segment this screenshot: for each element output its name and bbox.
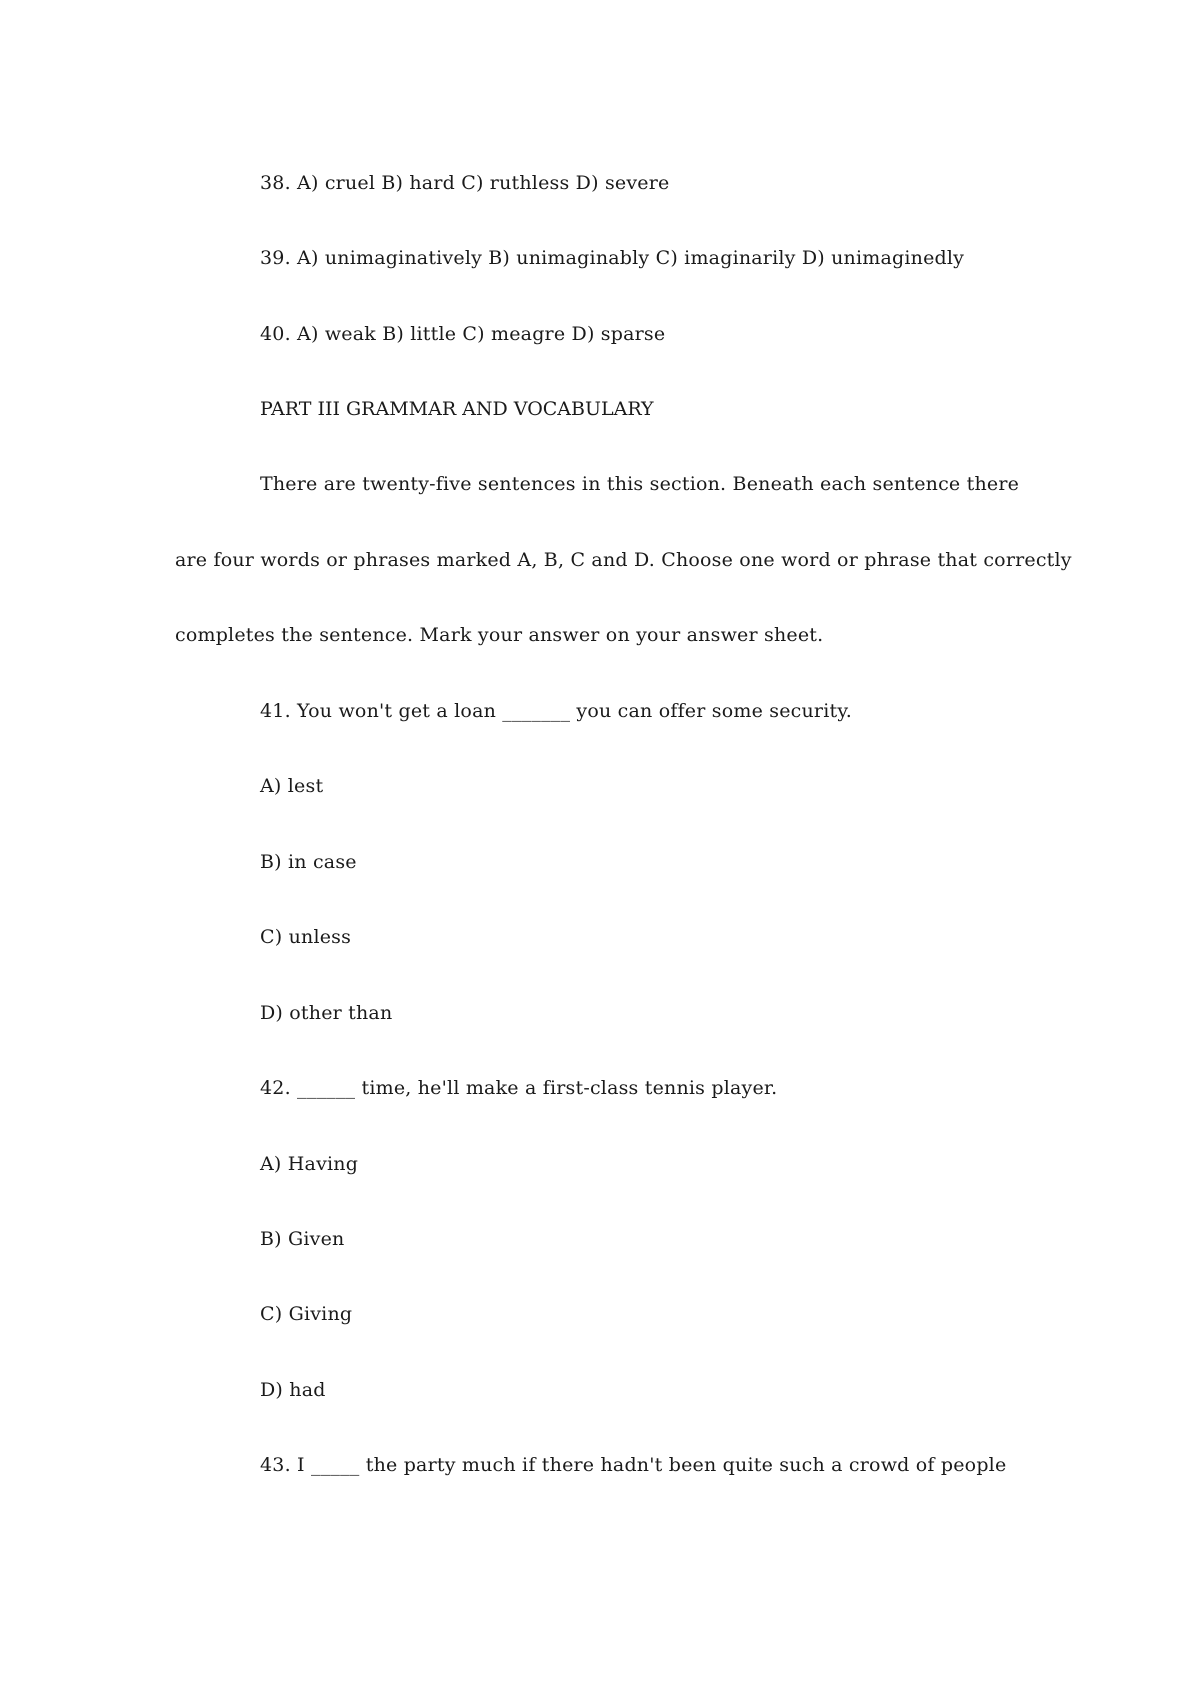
question-39-options: 39. A) unimaginatively B) unimaginably C) imaginarily D) unimaginedly: [260, 247, 965, 269]
section-heading: PART III GRAMMAR AND VOCABULARY: [260, 398, 654, 420]
question-41-stem: 41. You won't get a loan _______ you can offer some security.: [260, 700, 852, 722]
question-41-option-b: B) in case: [260, 851, 357, 873]
question-41-option-c: C) unless: [260, 926, 352, 948]
question-42-option-a: A) Having: [260, 1153, 359, 1175]
question-41-option-d: D) other than: [260, 1002, 393, 1024]
instructions-line-3: completes the sentence. Mark your answer on your answer sheet.: [175, 624, 824, 646]
question-42-option-d: D) had: [260, 1379, 326, 1401]
question-43-stem: 43. I _____ the party much if there hadn't been quite such a crowd of people: [260, 1454, 1007, 1476]
question-41-option-a: A) lest: [260, 775, 324, 797]
instructions-line-1: There are twenty-five sentences in this section. Beneath each sentence there: [260, 473, 1020, 495]
question-40-options: 40. A) weak B) little C) meagre D) sparse: [260, 323, 666, 345]
question-38-options: 38. A) cruel B) hard C) ruthless D) severe: [260, 172, 670, 194]
instructions-line-2: are four words or phrases marked A, B, C and D. Choose one word or phrase that correctly: [175, 549, 1072, 571]
question-42-stem: 42. ______ time, he'll make a first-class tennis player.: [260, 1077, 778, 1099]
question-42-option-b: B) Given: [260, 1228, 345, 1250]
question-42-option-c: C) Giving: [260, 1303, 353, 1325]
